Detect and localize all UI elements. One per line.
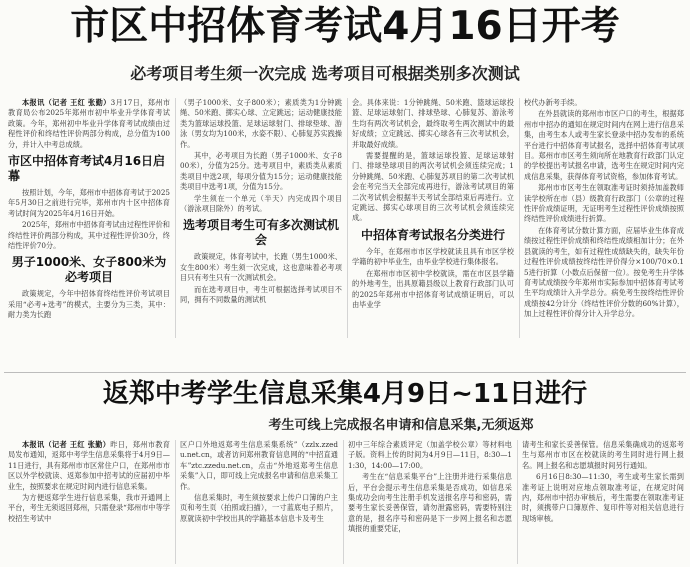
section-divider: [4, 372, 686, 373]
story1-paragraph: 会。具体来说：1分钟跳绳、50米跑、篮球运球投篮、足球运球射门、排球垫球、心肺复苏、游泳考生均有两次考试机会，最终取考生两次测试中的最好成绩；立定跳远、掷实心球各有三次考试机会，并取最好成绩。: [352, 98, 514, 149]
column-divider: [175, 440, 176, 564]
column-divider: [347, 98, 348, 338]
story1-paragraph: 校代办新考手续。: [524, 98, 582, 107]
story1-paragraph: 学生须在一个单元（半天）内完成四个项目（游泳项目除外）的考试。: [180, 193, 342, 214]
story2-paragraph: 区户口外地返郑考生信息采集系统”（zzlx.zzedu.net.cn，或者访问郑州教育信息网的“中招直通车”ztc.zzedu.net.cn，点击“外地返郑考生信息采集”入口，即可线上完成报名申请和信息采集工作。: [180, 440, 338, 491]
story1-subhead-registration: 中招体育考试报名分类进行: [360, 227, 505, 242]
story1-paragraph: 需要提醒的是，篮球运球投篮、足球运球射门、排球垫球项目的两次考试机会须连续完成；1分钟跳绳、50米跑、心肺复苏项目的第二次考试机会在考完当天全部完成再进行，游泳考试项目的第二次考试机会根据半天考试全部结束后再进行。立定跳远、掷实心球项目的三次考试机会须连续完成。: [352, 151, 514, 223]
story1-paragraph: 郑州市市区考生在领取准考证时须持加盖教师读学校所在市（县）级教育行政部门（公章的过程性评价成绩证明，无证明考生过程性评价成绩按照终结性评价成绩进行折算。: [524, 183, 684, 224]
story1-column-4: [524, 98, 684, 338]
story1-paragraph: 在外县就读的郑州市市区户口的考生，根据郑州市中招办的通知在规定时间内在网上进行信息采集，由考生本人或考生家长登录中招办发布的系统平台进行中招体育考试报名，选择中招体育考试项目。郑州市市区考生须向所在地教育行政部门认定的学校提出考试报名申请，选考生在规定时间内完成信息采集，获得体育考试资格，参加体育考试。: [524, 109, 684, 181]
story2-column-3: [348, 440, 512, 564]
story1-lead-paragraph: 3月17日，郑州市教育局公布2025年郑州市初中毕业升学体育考试政策。今年，郑州初中毕业升学体育考试成绩由过程性评价和终结性评价两部分构成，总分值为100分，并计入中考总成绩。: [8, 98, 170, 149]
story1-paragraph: 政策规定，体育考试中，长跑（男生1000米、女生800米）考生须一次完成，这也意味着必考项目只有考生只有一次测试机会。: [180, 252, 342, 283]
story1-paragraph: 2025年，郑州市中招体育考试由过程性评价和终结性评价两部分构成，其中过程性评价30分，终结性评价70分。: [8, 220, 170, 251]
story2-paragraph: 为方便返郑学生进行信息采集，我市开通网上平台，考生无须返回郑州，只需登录“郑州市中等学校招生考试中: [8, 493, 170, 523]
column-divider: [517, 440, 518, 564]
story1-subheadline: 必考项目考生须一次完成 选考项目可根据类别多次测试: [130, 64, 520, 83]
story1-paragraph: （男子1000米、女子800米）；素质类为1分钟跳绳、50米跑、掷实心球、立定跳远；运动健康技能类为篮球运球投篮、足球运球射门、排球垫球、游泳（男女均为100米，水姿不限）、心肺复苏实践操作。: [180, 98, 342, 149]
story2-subheadline: 考生可线上完成报名申请和信息采集,无须返郑: [268, 418, 534, 433]
story2-lead-paragraph: 昨日，郑州市教育局发布通知，返郑中考学生信息采集将于4月9日—11日进行，具有郑州市市区常住户口，在郑州市市区以外学校就读、返郑参加中招考试的应届初中毕业生，按照要求在规定时间内进行信息采集。: [8, 440, 170, 491]
story2-paragraph: 6月16日8:30—11:30，考生或考生家长需到准考证上说明对应地点领取准考证，在规定时间内，郑州市中招办审核后，考生需要在领取准考证时，须携带户口簿原件、复印件等对相关信息进行现场审核。: [522, 472, 684, 523]
story1-column-3: [352, 98, 514, 338]
story1-column-2: [180, 98, 342, 338]
story1-paragraph: 在郑州市市区初中学校就读，需在市区县学籍的外地考生，出具原籍县级以上教育行政部门认可的2025年郑州市中招体育考试成绩证明后，可以由毕业学: [352, 268, 514, 309]
story1-paragraph: 按照计划，今年，郑州市中招体育考试于2025年5月30日之前进行完毕，郑州市内十区中招体育考试时间为2025年4月16日开始。: [8, 188, 170, 218]
story1-headline: 市区中招体育考试4月16日开考: [70, 4, 620, 49]
story1-subhead-required-items: 男子1000米、女子800米为必考项目: [11, 255, 167, 285]
story2-column-2: [180, 440, 338, 564]
story1-paragraph: 政策规定，今年中招体育终结性评价考试项目采用“必考+选考”的模式，主要分为三类，其中：耐力类为长跑: [8, 289, 170, 320]
story1-subhead-optional-items: 选考项目考生可有多次测试机会: [182, 218, 339, 248]
story1-paragraph: 而在选考项目中，考生可根据选择考试项目不同，拥有不同数量的测试机: [180, 284, 342, 305]
story2-paragraph: 初中三年综合素质评定（加盖学校公章）等材料电子版。资料上传的时间为4月9日—11日，8:30—11:30，14:00—17:00。: [348, 440, 512, 470]
story2-column-1: [8, 440, 170, 564]
story2-headline: 返郑中考学生信息采集4月9日~11日进行: [102, 379, 588, 409]
story2-paragraph: 请考生和家长妥善保管。信息采集确成功的返郑考生与郑州市市区在校就读的考生同时进行网上报名。网上报名和志愿填报时间另行通知。: [522, 440, 684, 470]
story1-paragraph: 今年，在郑州市市区学校就读且具有市区学校学籍的初中毕业生，由毕业学校进行集体报名。: [352, 246, 514, 267]
story1-paragraph: 在体育考试分数计算方面，应届毕业生体育成绩按过程性评价成绩和终结性成绩相加计分；在外县就读的考生，如有过程性成绩缺失的，缺失年份过程性评价成绩按终结性评价得分×100/70×0.15进行折算（小数点后保留一位）。按免考生升学体育考试成绩按今年郑州市实际参加中招体育考试考生平均成绩计入升学总分。病免考生按终结性评价成绩按42分计分（终结性评价分数的60%计算），加上过程性评价得分计入升学总分。: [524, 225, 684, 319]
story2-byline: 本报讯（记者 王红 张勤）: [22, 440, 111, 449]
story1-byline: 本报讯（记者 王红 张勤）: [22, 98, 111, 107]
story1-column-1: [8, 98, 170, 338]
story2-paragraph: 信息采集时，考生须按要求上传户口簿的户主页和考生页（拍照或扫描），一寸蓝底电子照片，原就读初中学校出具的学籍基本信息卡及考生: [180, 493, 338, 523]
story2-column-4: [522, 440, 684, 564]
column-divider: [175, 98, 176, 338]
column-divider: [519, 98, 520, 338]
story1-subhead-exam-start: 市区中招体育考试4月16日启幕: [8, 154, 166, 184]
story2-paragraph: 考生在“信息采集平台”上注册并进行采集信息后，平台会提示考生信息采集是否成功，如信息采集成功会向考生注册手机发送报名序号和密码，需要考生家长妥善保管，请勿泄露密码，需要特别注意的是，报名序号和密码是下一步网上报名和志愿填报的重要凭证，: [348, 472, 512, 534]
column-divider: [343, 440, 344, 564]
story1-paragraph: 其中，必考项目为长跑（男子1000米、女子800米），分值为25分。选考项目中，素质类从素质类项目中选2项，每项分值为15分；运动健康技能类项目中选考1项，分值为15分。: [180, 151, 342, 192]
